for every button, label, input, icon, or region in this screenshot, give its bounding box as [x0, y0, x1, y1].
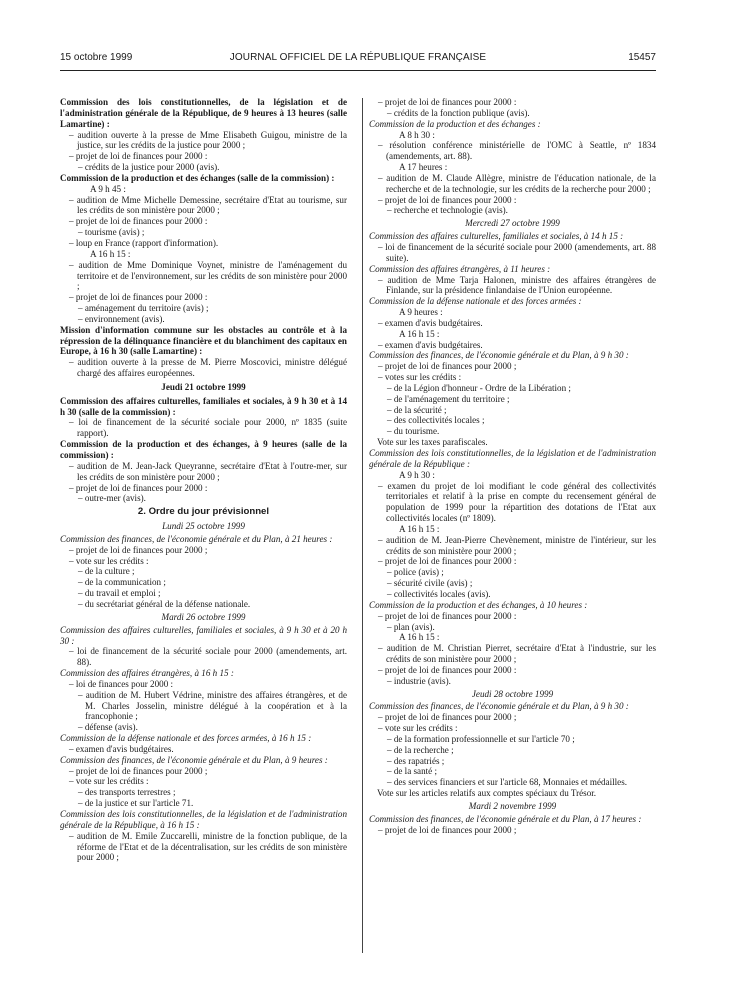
date-heading: Lundi 25 octobre 1999	[162, 521, 245, 532]
page-number: 15457	[628, 52, 656, 63]
time-label: A 16 h 15 :	[399, 632, 440, 643]
agenda-item: – audition de M. Christian Pierret, secrétaire d'Etat à l'industrie, sur les crédits de son ministère pour 2000 ;	[378, 643, 656, 665]
agenda-subitem: – de la sécurité ;	[387, 404, 447, 415]
agenda-item: – loup en France (rapport d'information).	[69, 237, 219, 248]
agenda-subitem: – sécurité civile (avis) ;	[387, 578, 473, 589]
committee-heading: Commission des lois constitutionnelles, de la législation et de l'administration générale de la République, de 9 heures à 13 heures (salle Lamartine) :	[60, 97, 347, 129]
committee-heading: Commission des affaires culturelles, familiales et sociales, à 14 h 15 :	[369, 231, 624, 242]
agenda-subitem: – industrie (avis).	[387, 675, 451, 686]
agenda-subitem: – de la culture ;	[78, 566, 135, 577]
agenda-item: – projet de loi de finances pour 2000 :	[378, 664, 517, 675]
agenda-subitem: – crédits de la justice pour 2000 (avis).	[78, 162, 220, 173]
agenda-item: – audition de Mme Michelle Demessine, secrétaire d'Etat au tourisme, sur les crédits de son ministère pour 2000 ;	[69, 194, 347, 216]
committee-heading: Commission des lois constitutionnelles, de la législation et de l'administration générale de la République, à 16 h 15 :	[60, 809, 347, 830]
agenda-subitem: – des rapatriés ;	[387, 755, 445, 766]
agenda-item: – audition ouverte à la presse de M. Pierre Moscovici, ministre délégué chargé des affaires européennes.	[69, 357, 347, 379]
committee-heading: Commission des finances, de l'économie générale et du Plan, à 9 heures :	[60, 754, 328, 765]
agenda-subitem: – du travail et emploi ;	[78, 588, 161, 599]
time-label: A 9 heures :	[399, 307, 443, 318]
agenda-item: – examen du projet de loi modifiant le code général des collectivités territoriales et relatif à la prise en compte du recensement général de population de 1999 pour la répartition des dotations de l'Etat aux collectivités locales (nº 1809).	[378, 480, 656, 524]
agenda-subitem: – de la santé ;	[387, 766, 437, 777]
agenda-item: – loi de financement de la sécurité sociale pour 2000 (amendements, art. 88 suite).	[378, 241, 656, 263]
agenda-item: – vote sur les crédits :	[378, 723, 458, 734]
agenda-item: – loi de financement de la sécurité sociale pour 2000 (amendements, art. 88).	[69, 646, 347, 668]
agenda-item: – projet de loi de finances pour 2000 :	[69, 151, 208, 162]
page-header	[60, 52, 656, 66]
agenda-subitem: – plan (avis).	[387, 621, 435, 632]
header-rule	[60, 70, 656, 71]
committee-heading: Commission de la défense nationale et des forces armées :	[369, 296, 582, 307]
agenda-item: – résolution conférence ministérielle de l'OMC à Seattle, nº 1834 (amendements, art. 88).	[378, 140, 656, 162]
agenda-item: – projet de loi de finances pour 2000 ;	[69, 544, 208, 555]
header-date: 15 octobre 1999	[60, 52, 133, 63]
agenda-item: – examen d'avis budgétaires.	[378, 317, 483, 328]
agenda-item: – vote sur les crédits :	[69, 555, 149, 566]
right-column	[369, 97, 656, 836]
date-heading: Mardi 2 novembre 1999	[468, 801, 557, 811]
time-label: A 9 h 45 :	[90, 183, 126, 194]
agenda-item: – audition de Mme Dominique Voynet, ministre de l'aménagement du territoire et de l'environnement, sur les crédits de son ministère pour 2000 ;	[69, 259, 347, 292]
agenda-item: – audition de M. Claude Allègre, ministre de l'éducation nationale, de la recherche et de la technologie, sur les crédits de la recherche pour 2000 ;	[378, 172, 656, 194]
agenda-item: – projet de loi de finances pour 2000 :	[69, 482, 208, 493]
agenda-subitem: – des collectivités locales ;	[387, 415, 485, 426]
agenda-item: – audition ouverte à la presse de Mme Elisabeth Guigou, ministre de la justice, sur les crédits de la justice pour 2000 ;	[69, 129, 347, 151]
agenda-item: – audition de M. Emile Zuccarelli, ministre de la fonction publique, de la réforme de l'Etat et de la décentralisation, sur les crédits de son ministère pour 2000 ;	[69, 830, 347, 863]
agenda-subitem: – de la formation professionnelle et sur l'article 70 ;	[387, 733, 575, 744]
committee-heading: Commission des affaires culturelles, familiales et sociales, à 9 h 30 et à 20 h 30 :	[60, 624, 347, 646]
agenda-item: – audition de Mme Tarja Halonen, ministre des affaires étrangères de Finlande, sur la présidence finlandaise de l'Union européenne.	[378, 274, 656, 296]
committee-heading: Commission des affaires étrangères, à 11 heures :	[369, 263, 551, 274]
agenda-item: – loi de finances pour 2000 :	[69, 678, 174, 689]
agenda-subitem: – recherche et technologie (avis).	[387, 205, 508, 216]
agenda-note: Vote sur les articles relatifs aux comptes spéciaux du Trésor.	[377, 788, 597, 799]
agenda-subitem: – du secrétariat général de la défense nationale.	[78, 598, 251, 609]
agenda-item: – projet de loi de finances pour 2000 :	[378, 194, 517, 205]
time-label: A 16 h 15 :	[399, 523, 440, 534]
agenda-subitem: – de la communication ;	[78, 577, 166, 588]
agenda-subitem: – aménagement du territoire (avis) ;	[78, 303, 209, 314]
agenda-item: – vote sur les crédits :	[69, 776, 149, 787]
journal-title: JOURNAL OFFICIEL DE LA RÉPUBLIQUE FRANÇAISE	[229, 52, 487, 63]
agenda-note: Vote sur les taxes parafiscales.	[377, 437, 488, 448]
agenda-subitem: – police (avis) ;	[387, 567, 444, 578]
committee-heading: Commission des finances, de l'économie générale et du Plan, à 21 heures :	[60, 533, 333, 544]
agenda-subitem: – défense (avis).	[78, 722, 138, 733]
agenda-subitem: – crédits de la fonction publique (avis).	[387, 107, 530, 118]
left-column	[60, 97, 347, 863]
time-label: A 17 heures :	[399, 162, 448, 173]
time-label: A 9 h 30 :	[399, 469, 435, 480]
time-label: A 8 h 30 :	[399, 129, 435, 140]
date-heading: Mercredi 27 octobre 1999	[465, 218, 560, 229]
committee-heading: Commission de la production et des échanges :	[369, 118, 541, 129]
agenda-item: – projet de loi de finances pour 2000 ;	[378, 824, 517, 835]
committee-heading: Commission de la défense nationale et des forces armées, à 16 h 15 :	[60, 733, 312, 744]
committee-heading: Mission d'information commune sur les obstacles au contrôle et à la répression de la délinquance financière et du blanchiment des capitaux en Europe, à 16 h 30 (salle Lamartine) :	[60, 324, 347, 357]
committee-heading: Commission des affaires culturelles, familiales et sociales, à 9 h 30 et à 14 h 30 (salle de la commission) :	[60, 395, 347, 417]
agenda-item: – projet de loi de finances pour 2000 :	[378, 610, 517, 621]
agenda-subitem: – des services financiers et sur l'article 68, Monnaies et médailles.	[387, 777, 628, 788]
agenda-subitem: – environnement (avis).	[78, 313, 165, 324]
committee-heading: Commission des lois constitutionnelles, de la législation et de l'administration générale de la République :	[369, 448, 656, 469]
agenda-subitem: – tourisme (avis) ;	[78, 227, 145, 238]
committee-heading: Commission de la production et des échanges, à 9 heures (salle de la commission) :	[60, 439, 347, 460]
agenda-item: – projet de loi de finances pour 2000 :	[69, 216, 208, 227]
agenda-item: – projet de loi de finances pour 2000 :	[378, 97, 517, 107]
committee-heading: Commission des finances, de l'économie générale et du Plan, à 9 h 30 :	[369, 350, 629, 361]
agenda-item: – projet de loi de finances pour 2000 ;	[378, 361, 517, 372]
column-divider	[362, 98, 363, 953]
committee-heading: Commission des finances, de l'économie générale et du Plan, à 17 heures :	[369, 813, 642, 824]
agenda-subitem: – collectivités locales (avis).	[387, 588, 491, 599]
committee-heading: Commission de la production et des échanges, à 10 heures :	[369, 599, 588, 610]
agenda-subitem: – de l'aménagement du territoire ;	[387, 393, 510, 404]
agenda-subitem: – outre-mer (avis).	[78, 493, 146, 504]
agenda-subitem: – de la Légion d'honneur - Ordre de la Libération ;	[387, 382, 571, 393]
agenda-item: – examen d'avis budgétaires.	[378, 339, 483, 350]
agenda-item: – audition de M. Jean-Jack Queyranne, secrétaire d'Etat à l'outre-mer, sur les crédits de son ministère pour 2000 ;	[69, 460, 347, 482]
agenda-item: – projet de loi de finances pour 2000 :	[69, 292, 208, 303]
agenda-subitem: – audition de M. Hubert Védrine, ministre des affaires étrangères, et de M. Charles Josselin, ministre délégué à la coopération et à la francophonie ;	[78, 689, 347, 722]
agenda-subitem: – de la recherche ;	[387, 744, 454, 755]
agenda-item: – loi de financement de la sécurité sociale pour 2000, nº 1835 (suite rapport).	[69, 417, 347, 439]
committee-heading: Commission de la production et des échanges (salle de la commission) :	[60, 172, 335, 183]
date-heading: Mardi 26 octobre 1999	[161, 611, 246, 622]
agenda-item: – projet de loi de finances pour 2000 ;	[69, 765, 208, 776]
agenda-subitem: – des transports terrestres ;	[78, 787, 176, 798]
agenda-item: – examen d'avis budgétaires.	[69, 743, 174, 754]
agenda-subitem: – de la justice et sur l'article 71.	[78, 798, 194, 809]
agenda-item: – votes sur les crédits :	[378, 372, 462, 383]
agenda-item: – projet de loi de finances pour 2000 ;	[378, 712, 517, 723]
date-heading: Jeudi 21 octobre 1999	[161, 381, 246, 392]
committee-heading: Commission des finances, de l'économie générale et du Plan, à 9 h 30 :	[369, 701, 629, 712]
section-title: 2. Ordre du jour prévisionnel	[137, 506, 270, 518]
time-label: A 16 h 15 :	[90, 248, 131, 259]
time-label: A 16 h 15 :	[399, 328, 440, 339]
committee-heading: Commission des affaires étrangères, à 16 h 15 :	[60, 668, 234, 679]
agenda-item: – audition de M. Jean-Pierre Chevènement, ministre de l'intérieur, sur les crédits de son ministère pour 2000 ;	[378, 534, 656, 556]
agenda-item: – projet de loi de finances pour 2000 :	[378, 556, 517, 567]
date-heading: Jeudi 28 octobre 1999	[471, 688, 554, 699]
agenda-subitem: – du tourisme.	[387, 426, 440, 437]
